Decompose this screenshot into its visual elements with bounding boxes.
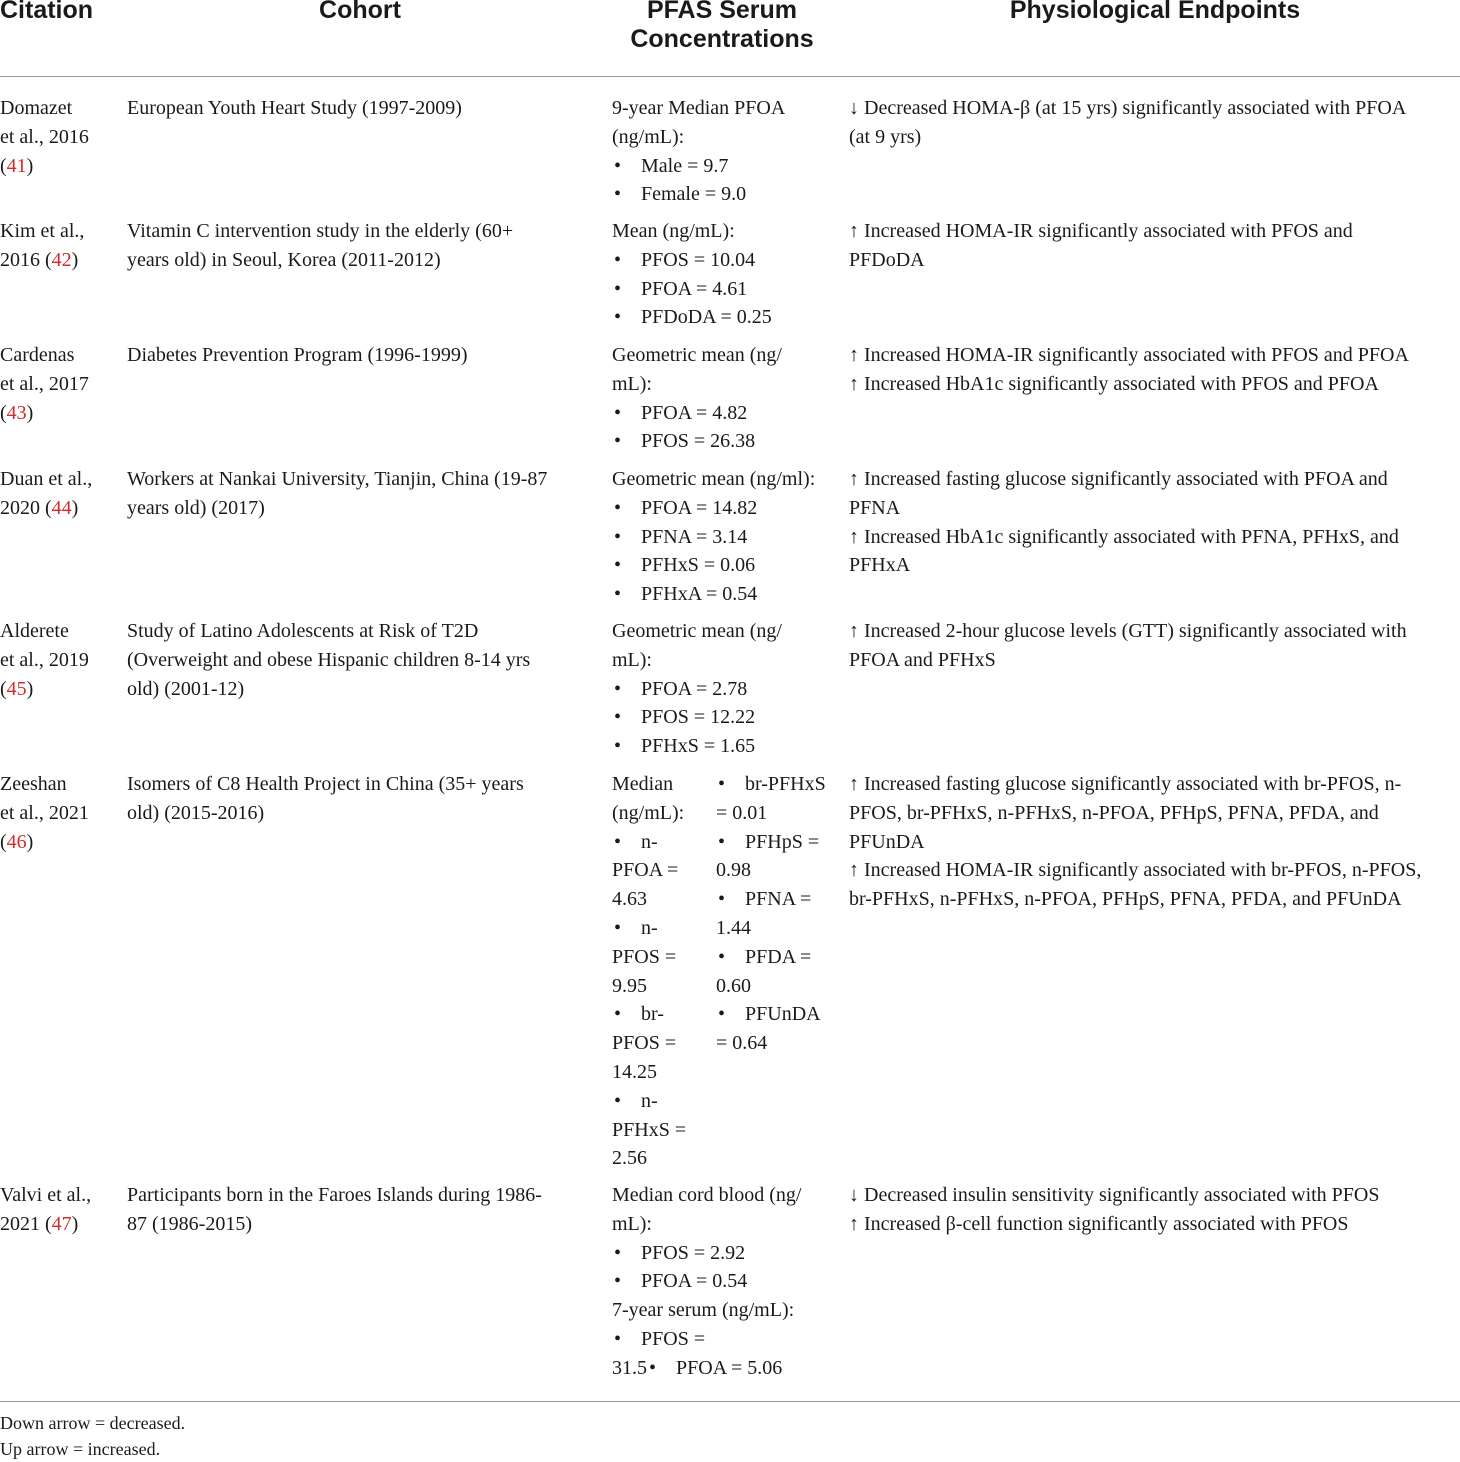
value-line: = 0.64 xyxy=(716,1032,768,1055)
value-item xyxy=(612,180,785,209)
citation-line: et al., 2016 xyxy=(0,125,89,148)
value-item xyxy=(612,828,686,857)
citation-text: ) xyxy=(71,248,79,271)
endpoints-cell xyxy=(849,770,1421,914)
endpoint-line: ↑ Increased HbA1c significantly associated with PFNA, PFHxS, and xyxy=(849,525,1399,548)
value-text: PFOA = 4.61 xyxy=(641,277,748,300)
cohort-line: Vitamin C intervention study in the elderly (60+ xyxy=(127,220,514,242)
citation-line: Cardenas xyxy=(0,344,75,366)
pfas-cell xyxy=(612,94,785,209)
citation-cell xyxy=(0,341,89,427)
endpoints-cell xyxy=(849,217,1353,275)
cohort-cell xyxy=(127,341,467,370)
value-line: 7-year serum (ng/mL): xyxy=(612,1299,795,1322)
value-line: 14.25 xyxy=(612,1060,657,1083)
endpoints-cell xyxy=(849,341,1409,399)
cohort-cell xyxy=(127,94,462,123)
bullet-icon: • xyxy=(614,401,622,424)
value-item xyxy=(612,1325,801,1354)
value-item xyxy=(612,399,782,428)
endpoint-line: ↑ Increased 2-hour glucose levels (GTT) significantly associated with xyxy=(849,620,1407,642)
bullet-icon: • xyxy=(718,830,726,853)
value-text: PFOA = 5.06 xyxy=(676,1356,783,1379)
endpoint-line: PFDoDA xyxy=(849,248,925,271)
citation-line: Zeeshan xyxy=(0,773,67,795)
value-text: PFOS = xyxy=(641,1327,706,1350)
endpoint-line: PFNA xyxy=(849,496,901,519)
endpoints-cell xyxy=(849,94,1406,152)
bullet-icon: • xyxy=(614,248,622,271)
bullet-icon: • xyxy=(614,1089,622,1112)
citation-text: 2016 ( xyxy=(0,248,52,271)
value-text: PFOA = 0.54 xyxy=(641,1270,748,1293)
cohort-line: years old) in Seoul, Korea (2011-2012) xyxy=(127,248,441,271)
value-item xyxy=(612,1239,801,1268)
pfas-cell xyxy=(612,465,815,609)
value-item xyxy=(612,494,815,523)
bullet-icon: • xyxy=(614,1003,622,1026)
citation-line xyxy=(0,828,89,857)
value-text: n- xyxy=(641,1089,658,1112)
value-text: PFNA = xyxy=(745,888,812,911)
endpoint-line: (at 9 yrs) xyxy=(849,125,922,148)
citation-text: ) xyxy=(71,496,79,519)
value-text: PFOA = 4.82 xyxy=(641,401,748,424)
citation-text: ( xyxy=(0,154,7,177)
value-text: 31.5 xyxy=(612,1356,647,1379)
value-item xyxy=(612,275,772,304)
citation-line: et al., 2021 xyxy=(0,801,89,824)
reference-link[interactable]: 42 xyxy=(51,248,72,271)
reference-link[interactable]: 46 xyxy=(6,830,27,853)
value-item xyxy=(716,885,826,914)
citation-line: Valvi et al., xyxy=(0,1184,92,1206)
value-text: Female = 9.0 xyxy=(641,183,747,206)
endpoint-line: ↑ Increased HOMA-IR significantly associated with PFOS and PFOA xyxy=(849,344,1409,366)
reference-link[interactable]: 44 xyxy=(51,496,72,519)
value-line: Median xyxy=(612,773,674,795)
value-item xyxy=(612,152,785,181)
value-text: PFOA = 2.78 xyxy=(641,677,748,700)
cohort-cell xyxy=(127,217,513,275)
citation-line: Domazet xyxy=(0,97,73,119)
header-divider xyxy=(0,76,1460,77)
endpoint-line: PFOA and PFHxS xyxy=(849,648,996,671)
value-text: PFOS = 2.92 xyxy=(641,1241,746,1264)
value-text: br-PFHxS xyxy=(745,773,826,795)
bullet-icon: • xyxy=(614,496,622,519)
citation-text: 2020 ( xyxy=(0,496,52,519)
reference-link[interactable]: 41 xyxy=(6,154,27,177)
value-line: (ng/mL): xyxy=(612,125,685,148)
value-item xyxy=(716,770,826,799)
value-text: n- xyxy=(641,916,658,939)
value-text: PFNA = 3.14 xyxy=(641,525,748,548)
endpoint-line: ↑ Increased fasting glucose significantly associated with br-PFOS, n- xyxy=(849,773,1402,795)
header-pfas xyxy=(612,0,832,54)
bullet-icon: • xyxy=(718,945,726,968)
value-line: (ng/mL): xyxy=(612,801,685,824)
value-line: Median cord blood (ng/ xyxy=(612,1184,802,1206)
bullet-icon: • xyxy=(614,1270,622,1293)
pfas-cell xyxy=(612,217,772,332)
header-cohort: Cohort xyxy=(319,0,401,24)
bullet-icon: • xyxy=(614,277,622,300)
citation-line xyxy=(0,246,84,275)
citation-line xyxy=(0,152,89,181)
value-line: Geometric mean (ng/ xyxy=(612,620,782,642)
value-line: Mean (ng/mL): xyxy=(612,220,735,242)
value-item xyxy=(612,675,782,704)
footnote-down-arrow: Down arrow = decreased. xyxy=(0,1413,186,1433)
citation-text: ) xyxy=(26,154,34,177)
citation-line: Kim et al., xyxy=(0,220,85,242)
reference-link[interactable]: 45 xyxy=(6,677,27,700)
bullet-icon: • xyxy=(614,706,622,729)
value-line: 0.98 xyxy=(716,859,751,882)
citation-text: ) xyxy=(26,830,34,853)
bullet-icon: • xyxy=(614,735,622,758)
citation-text: ( xyxy=(0,830,7,853)
citation-text: 2021 ( xyxy=(0,1212,52,1235)
cohort-cell xyxy=(127,1181,542,1239)
reference-link[interactable]: 47 xyxy=(51,1212,72,1235)
header-citation: Citation xyxy=(0,0,94,24)
value-line: 9-year Median PFOA xyxy=(612,97,786,119)
cohort-line: years old) (2017) xyxy=(127,496,265,519)
citation-line xyxy=(0,494,92,523)
citation-cell xyxy=(0,94,89,180)
bullet-icon: • xyxy=(614,677,622,700)
header-endpoints: Physiological Endpoints xyxy=(1009,0,1301,24)
pfas-cell-right xyxy=(716,770,826,1058)
citation-text: ) xyxy=(26,401,34,424)
bullet-icon: • xyxy=(649,1356,657,1379)
citation-line: et al., 2019 xyxy=(0,648,89,671)
pfas-cell xyxy=(612,617,782,761)
citation-cell xyxy=(0,1181,91,1239)
cohort-line: 87 (1986-2015) xyxy=(127,1212,252,1235)
value-line: PFOA = xyxy=(612,859,679,882)
value-item xyxy=(612,1267,801,1296)
citation-line xyxy=(0,675,89,704)
citation-text: ) xyxy=(26,677,34,700)
value-text: PFHxA = 0.54 xyxy=(641,583,758,606)
value-text: PFOS = 26.38 xyxy=(641,430,756,453)
cohort-line: Study of Latino Adolescents at Risk of T2D xyxy=(127,620,479,642)
value-line: 4.63 xyxy=(612,888,647,911)
value-text: PFDoDA = 0.25 xyxy=(641,306,772,329)
endpoint-line: br-PFHxS, n-PFHxS, n-PFOA, PFHpS, PFNA, PFDA, and PFUnDA xyxy=(849,888,1402,911)
citation-cell xyxy=(0,217,84,275)
bullet-icon: • xyxy=(718,1003,726,1026)
value-text: PFOS = 12.22 xyxy=(641,706,756,729)
value-line: Geometric mean (ng/ xyxy=(612,344,782,366)
citation-cell xyxy=(0,617,89,703)
value-text: PFUnDA xyxy=(745,1003,821,1026)
pfas-cell-left xyxy=(612,770,686,1173)
value-line: = 0.01 xyxy=(716,801,768,824)
value-text: PFHxS = 1.65 xyxy=(641,735,756,758)
value-line: PFOS = xyxy=(612,1032,677,1055)
pfas-cell xyxy=(612,1181,801,1383)
endpoint-line: ↑ Increased fasting glucose significantly associated with PFOA and xyxy=(849,468,1388,490)
endpoint-line: ↓ Decreased insulin sensitivity significantly associated with PFOS xyxy=(849,1184,1380,1206)
value-text: PFHpS = xyxy=(745,830,820,853)
value-item xyxy=(716,828,826,857)
citation-text: ) xyxy=(71,1212,79,1235)
bullet-icon: • xyxy=(614,1241,622,1264)
bullet-icon: • xyxy=(614,583,622,606)
value-item xyxy=(612,703,782,732)
value-line: PFHxS = xyxy=(612,1118,687,1141)
value-line: mL): xyxy=(612,372,652,395)
value-text: n- xyxy=(641,830,658,853)
citation-line: et al., 2017 xyxy=(0,372,89,395)
bullet-icon: • xyxy=(614,830,622,853)
cohort-cell xyxy=(127,770,524,828)
bullet-icon: • xyxy=(614,183,622,206)
endpoint-line: PFOS, br-PFHxS, n-PFHxS, n-PFOA, PFHpS, PFNA, PFDA, and xyxy=(849,801,1379,824)
value-line: PFOS = xyxy=(612,945,677,968)
header-pfas-line2: Concentrations xyxy=(630,25,814,53)
citation-line: Alderete xyxy=(0,620,69,642)
value-item xyxy=(716,1000,826,1029)
value-line: mL): xyxy=(612,648,652,671)
endpoint-line: ↓ Decreased HOMA-β (at 15 yrs) significantly associated with PFOA xyxy=(849,97,1407,119)
endpoint-line: ↑ Increased β-cell function significantly associated with PFOS xyxy=(849,1212,1349,1235)
bullet-icon: • xyxy=(718,888,726,911)
cohort-line: Workers at Nankai University, Tianjin, China (19-87 xyxy=(127,468,548,490)
citation-text: ( xyxy=(0,677,7,700)
value-line: Geometric mean (ng/ml): xyxy=(612,468,816,490)
cohort-line: European Youth Heart Study (1997-2009) xyxy=(127,97,462,119)
value-text: PFHxS = 0.06 xyxy=(641,554,756,577)
value-text: Male = 9.7 xyxy=(641,154,729,177)
value-item xyxy=(612,1354,801,1383)
cohort-line: Participants born in the Faroes Islands during 1986- xyxy=(127,1184,542,1206)
value-item xyxy=(612,427,782,456)
bullet-icon: • xyxy=(614,306,622,329)
footnote-up-arrow: Up arrow = increased. xyxy=(0,1439,161,1459)
value-item xyxy=(612,580,815,609)
endpoints-cell xyxy=(849,465,1399,580)
cohort-line: Isomers of C8 Health Project in China (35+ years xyxy=(127,773,524,795)
value-text: br- xyxy=(641,1003,664,1026)
citation-line xyxy=(0,399,89,428)
endpoint-line: PFHxA xyxy=(849,554,911,577)
bullet-icon: • xyxy=(718,773,726,795)
endpoint-line: ↑ Increased HOMA-IR significantly associated with br-PFOS, n-PFOS, xyxy=(849,859,1422,882)
value-line: 1.44 xyxy=(716,916,751,939)
value-text: PFOS = 10.04 xyxy=(641,248,756,271)
value-line: 9.95 xyxy=(612,974,647,997)
endpoints-cell xyxy=(849,617,1407,675)
endpoints-cell xyxy=(849,1181,1380,1239)
cohort-cell xyxy=(127,617,530,703)
value-item xyxy=(612,303,772,332)
bullet-icon: • xyxy=(614,154,622,177)
reference-link[interactable]: 43 xyxy=(6,401,27,424)
citation-text: ( xyxy=(0,401,7,424)
value-item xyxy=(612,1000,686,1029)
value-item xyxy=(612,914,686,943)
value-item xyxy=(612,732,782,761)
value-text: PFDA = xyxy=(745,945,812,968)
bullet-icon: • xyxy=(614,554,622,577)
value-item xyxy=(612,523,815,552)
citation-cell xyxy=(0,770,89,856)
header-pfas-line1: PFAS Serum xyxy=(646,0,798,24)
bullet-icon: • xyxy=(614,1327,622,1350)
value-item xyxy=(612,551,815,580)
bullet-icon: • xyxy=(614,916,622,939)
value-item xyxy=(612,246,772,275)
cohort-line: (Overweight and obese Hispanic children 8-14 yrs xyxy=(127,648,531,671)
cohort-cell xyxy=(127,465,547,523)
endpoint-line: ↑ Increased HOMA-IR significantly associated with PFOS and xyxy=(849,220,1353,242)
citation-line xyxy=(0,1210,91,1239)
endpoint-line: ↑ Increased HbA1c significantly associated with PFOS and PFOA xyxy=(849,372,1379,395)
bullet-icon: • xyxy=(614,525,622,548)
footer-divider xyxy=(0,1401,1460,1402)
citation-line: Duan et al., xyxy=(0,468,93,490)
endpoint-line: PFUnDA xyxy=(849,830,925,853)
value-text: PFOA = 14.82 xyxy=(641,496,758,519)
citation-cell xyxy=(0,465,92,523)
cohort-line: old) (2001-12) xyxy=(127,677,245,700)
cohort-line: Diabetes Prevention Program (1996-1999) xyxy=(127,344,468,366)
pfas-cell xyxy=(612,341,782,456)
bullet-icon: • xyxy=(614,430,622,453)
cohort-line: old) (2015-2016) xyxy=(127,801,265,824)
value-line: mL): xyxy=(612,1212,652,1235)
value-line: 0.60 xyxy=(716,974,751,997)
value-line: 2.56 xyxy=(612,1147,647,1170)
value-item xyxy=(612,1087,686,1116)
value-item xyxy=(716,943,826,972)
